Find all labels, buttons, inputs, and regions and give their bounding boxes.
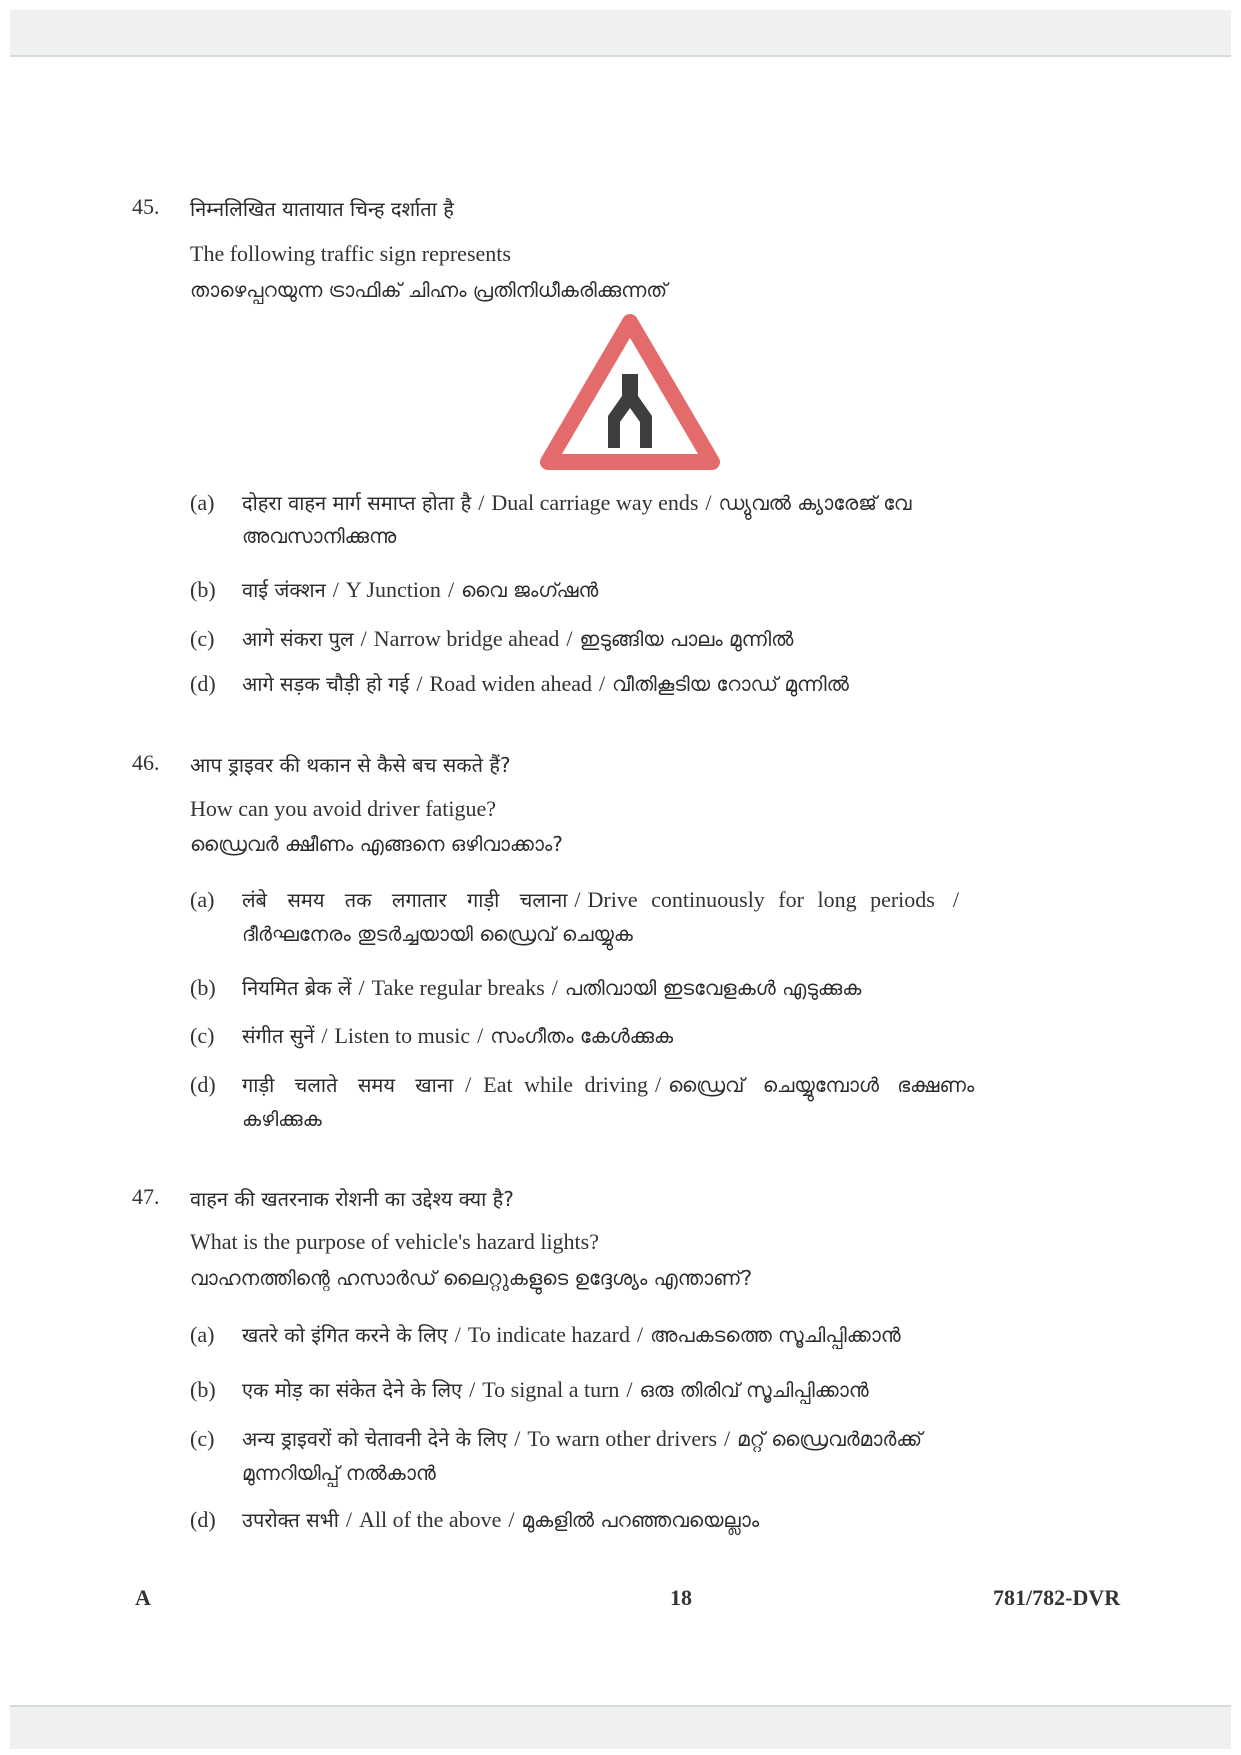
option-b[interactable] — [190, 576, 598, 603]
separator: / — [332, 577, 339, 602]
option-label: (d) — [190, 1507, 216, 1532]
dual-carriageway-ends-sign-icon — [540, 312, 720, 472]
option-text-malayalam-continued: കഴിക്കുക — [242, 1107, 322, 1131]
option-text-english: To warn other drivers — [527, 1426, 718, 1451]
option-text-english: Listen to music — [334, 1023, 471, 1048]
option-text-malayalam: മുകളിൽ പറഞ്ഞവയെല്ലാം — [521, 1508, 760, 1532]
option-d[interactable] — [190, 670, 849, 697]
option-text-english: Road widen ahead — [429, 671, 592, 696]
paper-series-label: A — [135, 1585, 151, 1610]
question-number: 45. — [132, 194, 160, 219]
question-text-malayalam: വാഹനത്തിന്റെ ഹസാർഡ് ലൈറ്റുകളുടെ ഉദ്ദേശ്യം എന്താണ്? — [190, 1266, 753, 1290]
option-text-english: To signal a turn — [482, 1377, 620, 1402]
scan-top-edge — [10, 10, 1231, 57]
separator: / — [454, 1322, 461, 1347]
option-label: (d) — [190, 671, 216, 696]
option-text-english: Drive continuously for long periods — [587, 887, 935, 912]
option-text-english: Eat while driving — [483, 1072, 649, 1097]
option-text-hindi: संगीत सुनें — [242, 1024, 315, 1048]
question-text-english: The following traffic sign represents — [190, 241, 511, 266]
option-text-english: Dual carriage way ends — [491, 490, 699, 515]
option-label: (b) — [190, 975, 216, 1000]
option-text-hindi: आगे सड़क चौड़ी हो गई — [242, 672, 410, 696]
separator: / — [478, 490, 485, 515]
option-text-malayalam: മറ്റ് ഡ്രൈവർമാർക്ക് — [737, 1427, 923, 1451]
option-text-english: All of the above — [359, 1507, 502, 1532]
question-number: 47. — [132, 1184, 160, 1209]
separator: / — [465, 1072, 472, 1097]
separator: / — [705, 490, 712, 515]
question-text-malayalam: താഴെപ്പറയുന്ന ട്രാഫിക് ചിഹ്നം പ്രതിനിധീകരിക്കുന്നത് — [190, 278, 668, 302]
separator: / — [345, 1507, 353, 1532]
option-text-malayalam: ഇടുങ്ങിയ പാലം മുന്നിൽ — [579, 627, 794, 651]
separator: / — [321, 1023, 328, 1048]
option-text-malayalam: ഒരു തിരിവ് സൂചിപ്പിക്കാൻ — [639, 1378, 869, 1402]
option-label: (c) — [190, 626, 215, 651]
separator: / — [447, 577, 455, 602]
separator: / — [514, 1426, 521, 1451]
question-text-english: How can you avoid driver fatigue? — [190, 796, 497, 821]
option-text-malayalam-continued: ദീർഘനേരം തുടർച്ചയായി ഡ്രൈവ് ചെയ്യുക — [242, 922, 633, 946]
option-label: (a) — [190, 887, 215, 912]
separator: / — [477, 1023, 484, 1048]
option-c[interactable] — [190, 1022, 673, 1049]
question-number: 46. — [132, 750, 160, 775]
separator: / — [551, 975, 558, 1000]
option-d[interactable] — [190, 1506, 759, 1533]
option-text-malayalam-continued: മുന്നറിയിപ്പ് നൽകാൻ — [242, 1461, 436, 1485]
option-label: (c) — [190, 1426, 215, 1451]
separator: / — [655, 1072, 662, 1097]
separator: / — [952, 887, 959, 912]
option-text-hindi: उपरोक्त सभी — [242, 1508, 339, 1532]
question-text-hindi: निम्नलिखित यातायात चिन्ह दर्शाता है — [190, 197, 454, 221]
option-text-malayalam: അപകടത്തെ സൂചിപ്പിക്കാൻ — [650, 1323, 901, 1347]
question-text-hindi: वाहन की खतरनाक रोशनी का उद्देश्य क्या है? — [190, 1187, 514, 1211]
question-text-hindi: आप ड्राइवर की थकान से कैसे बच सकते हैं? — [190, 753, 511, 777]
question-text-malayalam: ഡ്രൈവർ ക്ഷീണം എങ്ങനെ ഒഴിവാക്കാം? — [190, 832, 563, 856]
option-text-malayalam: ഡ്യുവൽ ക്യാരേജ് വേ — [718, 491, 912, 515]
question-text-english: What is the purpose of vehicle's hazard lights? — [190, 1229, 599, 1254]
option-text-malayalam: ഡ്രൈവ് ചെയ്യുമ്പോൾ ഭക്ഷണം — [668, 1073, 975, 1097]
option-a[interactable] — [190, 886, 1130, 913]
option-text-malayalam: പതിവായി ഇടവേളകൾ എടുക്കുക — [564, 976, 862, 1000]
option-text-english: Y Junction — [345, 577, 441, 602]
option-c[interactable] — [190, 1425, 922, 1452]
option-text-hindi: नियमित ब्रेक लें — [242, 976, 352, 1000]
option-a[interactable] — [190, 1321, 901, 1348]
separator: / — [358, 975, 365, 1000]
page-number: 18 — [670, 1585, 692, 1610]
option-text-hindi: वाई जंक्शन — [242, 578, 326, 602]
separator: / — [469, 1377, 476, 1402]
separator: / — [508, 1507, 515, 1532]
option-d[interactable] — [190, 1071, 974, 1098]
option-text-english: Narrow bridge ahead — [373, 626, 560, 651]
option-text-hindi: गाड़ी चलाते समय खाना — [242, 1073, 454, 1097]
separator: / — [566, 626, 573, 651]
paper-code: 781/782-DVR — [993, 1585, 1121, 1610]
option-text-malayalam: സംഗീതം കേൾക്കുക — [490, 1024, 674, 1048]
separator: / — [626, 1377, 633, 1402]
separator: / — [598, 671, 606, 696]
option-text-hindi: लंबे समय तक लगातार गाड़ी चलाना — [242, 888, 568, 912]
option-label: (c) — [190, 1023, 215, 1048]
option-text-english: Take regular breaks — [371, 975, 545, 1000]
separator: / — [416, 671, 423, 696]
option-text-english: To indicate hazard — [467, 1322, 631, 1347]
scan-bottom-edge — [10, 1705, 1231, 1749]
separator: / — [724, 1426, 731, 1451]
option-text-hindi: आगे संकरा पुल — [242, 627, 354, 651]
separator: / — [360, 626, 367, 651]
option-label: (a) — [190, 490, 215, 515]
separator: / — [637, 1322, 644, 1347]
option-label: (a) — [190, 1322, 215, 1347]
option-label: (b) — [190, 1377, 216, 1402]
option-c[interactable] — [190, 625, 793, 652]
option-text-hindi: अन्य ड्राइवरों को चेतावनी देने के लिए — [242, 1427, 508, 1451]
option-b[interactable] — [190, 1376, 869, 1403]
option-text-malayalam: വീതികൂടിയ റോഡ് മുന്നിൽ — [612, 672, 849, 696]
option-a[interactable] — [190, 489, 911, 516]
option-text-malayalam-continued: അവസാനിക്കുന്നു — [242, 524, 397, 548]
option-label: (b) — [190, 577, 216, 602]
option-text-malayalam: വൈ ജംഗ്ഷൻ — [461, 578, 599, 602]
option-text-hindi: खतरे को इंगित करने के लिए — [242, 1323, 448, 1347]
separator: / — [574, 887, 581, 912]
option-b[interactable] — [190, 974, 861, 1001]
option-text-hindi: एक मोड़ का संकेत देने के लिए — [242, 1378, 463, 1402]
option-label: (d) — [190, 1072, 216, 1097]
option-text-hindi: दोहरा वाहन मार्ग समाप्त होता है — [242, 491, 472, 515]
